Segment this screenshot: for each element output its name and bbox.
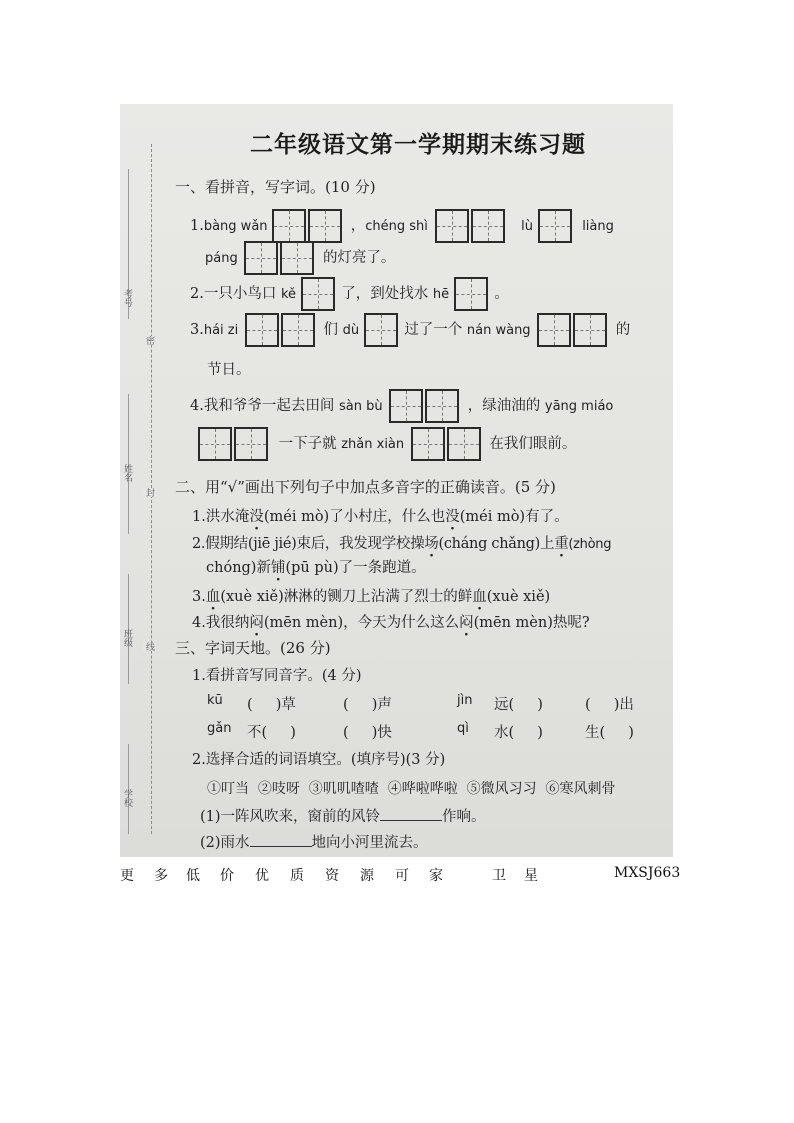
s3-q2-sentence-1: [200, 805, 486, 826]
footer-char: 优: [255, 868, 269, 884]
sentence-text: 。: [494, 286, 509, 302]
punct: ，: [350, 218, 366, 234]
pinyin: lù: [521, 219, 533, 234]
footer-code: MXSJ663: [614, 865, 681, 881]
pinyin: kě: [280, 287, 297, 302]
pinyin: hē: [432, 287, 450, 302]
s1-q2: [190, 276, 509, 312]
sentence-text: 2.一只小鸟口: [190, 286, 277, 302]
sentence-text: (mēn mèn)，今天为什么这么: [263, 615, 460, 631]
pinyin: liàng: [582, 219, 614, 234]
sentence-text: (mēn mèn)热呢?: [473, 615, 590, 631]
fill-blank[interactable]: 远( ): [494, 697, 543, 713]
tianzige-1[interactable]: [301, 277, 337, 311]
pinyin: jìn: [457, 693, 473, 708]
dotted-char: 闷: [459, 615, 474, 631]
dotted-char: 铺: [270, 560, 286, 576]
sentence-text: (jiē jié)束后，我发现学校操: [247, 536, 425, 552]
fill-blank[interactable]: ( )快: [343, 725, 392, 741]
section-1-heading: 一、看拼音，写字词。(10 分): [175, 178, 376, 196]
sentence-text: 3.: [192, 589, 206, 605]
tianzige-2[interactable]: [242, 241, 318, 275]
pinyin: yāng miáo: [544, 399, 614, 414]
sentence-text: (méi mò)了小村庄，什么也: [263, 509, 446, 525]
s1-q1-line2: [205, 240, 395, 276]
s2-sentence-1: [192, 505, 569, 526]
s1-q3-line1: [190, 312, 630, 348]
exam-photo: [120, 104, 673, 857]
sentence-text: (xuè xiě)淋淋的铡刀上沾满了烈士的鲜: [220, 589, 473, 605]
footer-char: 星: [524, 868, 538, 884]
tianzige-2[interactable]: [387, 389, 463, 423]
dotted-char: 血: [205, 589, 221, 605]
s1-q4-line2: [198, 426, 576, 462]
answer-blank[interactable]: [250, 834, 312, 847]
pinyin: sàn bù: [338, 399, 383, 414]
sentence-text: 4.我很纳: [192, 615, 250, 631]
page-title: 二年级语文第一学期期末练习题: [250, 131, 586, 158]
binding-label-school: 学校: [122, 789, 132, 807]
binding-label-class: 班级: [122, 629, 132, 647]
footer-char: 资: [325, 868, 339, 884]
dotted-char: 闷: [249, 615, 264, 631]
pinyin: bàng wǎn: [203, 219, 268, 234]
sentence-text: 2.假期结: [192, 536, 248, 552]
fill-blank[interactable]: ( )声: [343, 697, 392, 713]
s1-q3-line2: 节日。: [207, 362, 251, 378]
dotted-char: 场: [424, 536, 439, 552]
sentence-text: 在我们眼前。: [489, 436, 577, 452]
s2-sentence-2-line1: [192, 532, 611, 553]
s2-sentence-4: [192, 611, 590, 632]
pinyin: páng: [205, 251, 238, 266]
tianzige-2[interactable]: [198, 427, 274, 461]
tianzige-2[interactable]: [433, 209, 509, 243]
binding-cut-xian: 线: [144, 642, 154, 651]
footer-char: 可: [395, 868, 409, 884]
pinyin: zhǎn xiàn: [341, 437, 405, 452]
sentence-text: 的灯亮了。: [322, 250, 396, 266]
pinyin: nán wàng: [466, 323, 531, 338]
pinyin: chéng shì: [365, 219, 428, 234]
footer-char: 质: [290, 868, 304, 884]
sentence-text: 们: [323, 322, 338, 338]
s3-q2-sentence-2: [200, 831, 428, 852]
sentence-text: (pū pù)了一条跑道。: [285, 560, 426, 576]
fill-blank[interactable]: ( )草: [247, 697, 296, 713]
binding-margin: [120, 104, 160, 857]
s2-sentence-3: [192, 585, 550, 606]
s3-q2-label: 2.选择合适的词语填空。(填序号)(3 分): [192, 752, 446, 768]
dotted-char: 没: [249, 509, 264, 525]
binding-label-name: 姓名: [122, 464, 132, 482]
fill-blank[interactable]: 不( ): [247, 725, 296, 741]
s2-sentence-2-line2: [206, 556, 426, 577]
tianzige-1[interactable]: [538, 209, 574, 243]
fill-blank[interactable]: ( )出: [585, 697, 634, 713]
footer-char: 低: [186, 868, 200, 884]
sentence-text: 过了一个: [404, 322, 463, 338]
sentence-text: 一下子就: [278, 436, 337, 452]
tianzige-2[interactable]: [409, 427, 485, 461]
sentence-text: 1.洪水淹: [192, 509, 250, 525]
footer-banner: [120, 865, 681, 885]
s1-q4-line1: [190, 388, 613, 424]
dotted-char: 血: [472, 589, 487, 605]
s1-q1-line1: [190, 208, 614, 244]
sentence-text: 地向小河里流去。: [311, 835, 428, 851]
s3-q2-options: ①叮当 ②吱呀 ③叽叽喳喳 ④哗啦哗啦 ⑤微风习习 ⑥寒风刺骨: [207, 781, 616, 797]
q-number: 1.: [190, 218, 204, 234]
pinyin: (zhòng: [568, 537, 612, 552]
sentence-text: (cháng chǎng)上: [438, 536, 555, 552]
footer-char: 卫: [492, 868, 506, 884]
sentence-text: 4.我和爷爷一起去田间: [190, 398, 335, 414]
section-3-heading: 三、字词天地。(26 分): [175, 639, 331, 657]
tianzige-2[interactable]: [535, 313, 611, 347]
sentence-text: chóng)新: [206, 560, 271, 576]
pinyin: dù: [342, 323, 360, 338]
tianzige-2[interactable]: [272, 209, 346, 243]
fill-blank[interactable]: 水( ): [494, 725, 543, 741]
binding-label-exam-number: 考号: [122, 289, 132, 307]
pinyin: gǎn: [207, 721, 232, 736]
sentence-text: (1)一阵风吹来，窗前的风铃: [200, 809, 381, 825]
section-2-heading: 二、用“√”画出下列句子中加点多音字的正确读音。(5 分): [175, 478, 556, 496]
tianzige-1[interactable]: [454, 277, 490, 311]
s3-q1-label: 1.看拼音写同音字。(4 分): [192, 668, 362, 684]
binding-cut-feng: 封: [144, 488, 154, 497]
sentence-text: 作响。: [442, 809, 486, 825]
sentence-text: (2)雨水: [200, 835, 250, 851]
sentence-text: 的: [615, 322, 631, 338]
pinyin: qì: [457, 721, 469, 736]
sentence-text: ，绿油油的: [467, 398, 541, 414]
footer-char: 家: [429, 868, 443, 884]
footer-char: 更: [120, 868, 134, 884]
tianzige-2[interactable]: [243, 313, 319, 347]
footer-char: 源: [360, 868, 374, 884]
tianzige-1[interactable]: [364, 313, 400, 347]
sentence-text: (xuè xiě): [486, 589, 551, 605]
footer-char: 多: [154, 868, 168, 884]
footer-char: 价: [220, 868, 234, 884]
binding-cut-mi: 密: [144, 336, 154, 345]
fill-blank[interactable]: 生( ): [585, 725, 634, 741]
pinyin: kū: [207, 693, 223, 708]
dotted-char: 没: [445, 509, 460, 525]
pinyin: hái zi: [203, 323, 239, 338]
sentence-text: (méi mò)有了。: [459, 509, 569, 525]
dotted-char: 重: [554, 536, 569, 552]
sentence-text: 了，到处找水: [341, 286, 429, 302]
answer-blank[interactable]: [380, 808, 442, 821]
q-number: 3.: [190, 322, 204, 338]
